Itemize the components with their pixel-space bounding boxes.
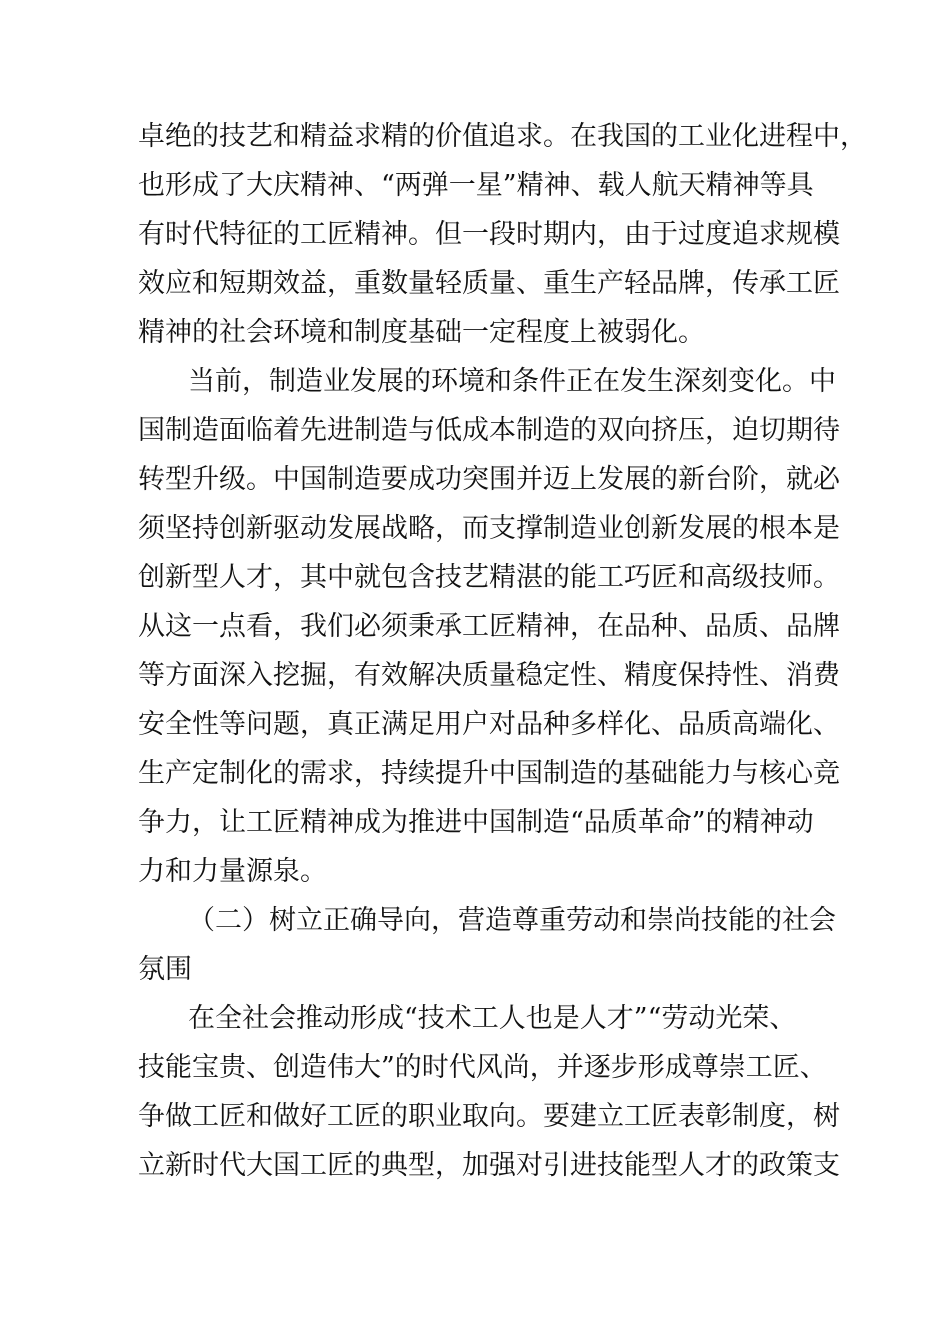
paragraph-line: 从这一点看，我们必须秉承工匠精神，在品种、品质、品牌: [138, 611, 840, 642]
paragraph-line: 技能宝贵、创造伟大”的时代风尚，并逐步形成尊崇工匠、: [138, 1052, 827, 1083]
paragraph-line: 等方面深入挖掘，有效解决质量稳定性、精度保持性、消费: [138, 660, 840, 691]
paragraph-line: 生产定制化的需求，持续提升中国制造的基础能力与核心竞: [138, 758, 840, 789]
paragraph-line: 创新型人才，其中就包含技艺精湛的能工巧匠和高级技师。: [138, 562, 840, 593]
paragraph-line: 争做工匠和做好工匠的职业取向。要建立工匠表彰制度，树: [138, 1101, 840, 1132]
section-heading-line: （二）树立正确导向，营造尊重劳动和崇尚技能的社会: [188, 905, 836, 936]
paragraph-line: 卓绝的技艺和精益求精的价值追求。在我国的工业化进程中，: [138, 121, 867, 152]
paragraph-line: 有时代特征的工匠精神。但一段时期内，由于过度追求规模: [138, 219, 840, 250]
paragraph-line: 精神的社会环境和制度基础一定程度上被弱化。: [138, 317, 705, 348]
paragraph-line: 力和力量源泉。: [138, 856, 327, 887]
section-heading-line: 氛围: [138, 954, 192, 985]
paragraph-line: 须坚持创新驱动发展战略，而支撑制造业创新发展的根本是: [138, 513, 840, 544]
paragraph-line: 立新时代大国工匠的典型，加强对引进技能型人才的政策支: [138, 1150, 840, 1181]
paragraph-line: 效应和短期效益，重数量轻质量、重生产轻品牌，传承工匠: [138, 268, 840, 299]
paragraph-line: 国制造面临着先进制造与低成本制造的双向挤压，迫切期待: [138, 415, 840, 446]
paragraph-line: 当前，制造业发展的环境和条件正在发生深刻变化。中: [188, 366, 836, 397]
paragraph-line: 安全性等问题，真正满足用户对品种多样化、品质高端化、: [138, 709, 840, 740]
paragraph-line: 在全社会推动形成“技术工人也是人才”“劳动光荣、: [188, 1003, 797, 1034]
paragraph-line: 也形成了大庆精神、“两弹一星”精神、载人航天精神等具: [138, 170, 814, 201]
paragraph-line: 转型升级。中国制造要成功突围并迈上发展的新台阶，就必: [138, 464, 840, 495]
paragraph-line: 争力，让工匠精神成为推进中国制造“品质革命”的精神动: [138, 807, 814, 838]
document-body: [138, 112, 867, 1190]
